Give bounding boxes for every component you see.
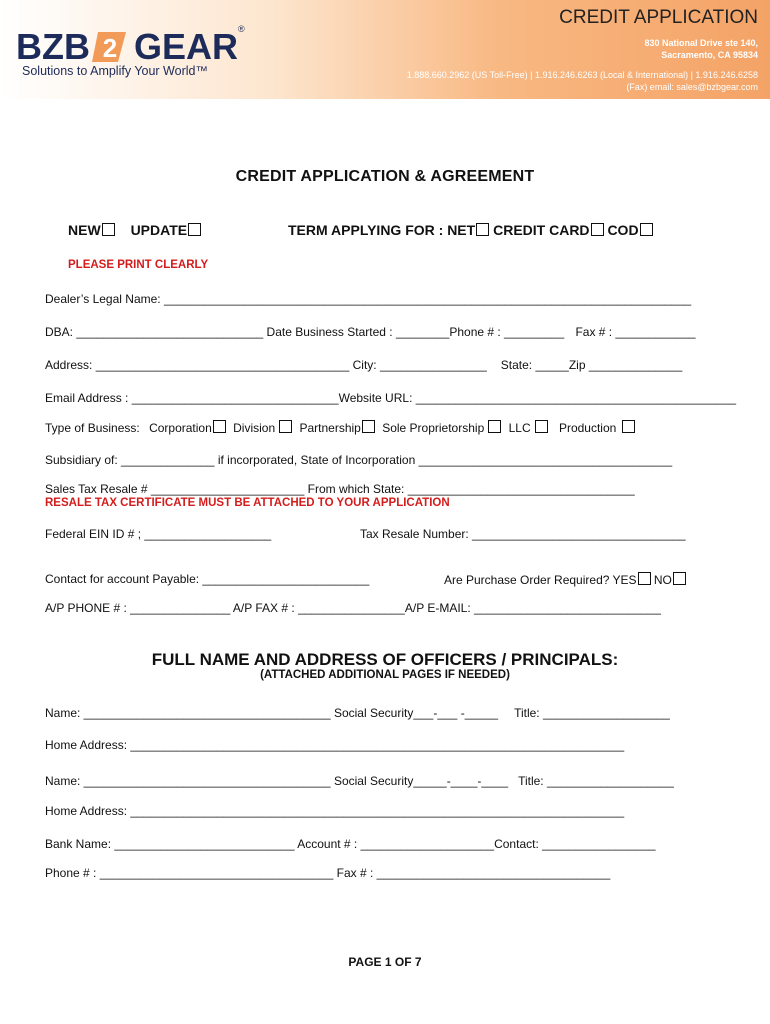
fax-field[interactable]: Fax # : ____________ — [575, 325, 696, 339]
yes-checkbox[interactable] — [638, 572, 651, 585]
term-label: TERM APPLYING FOR : NET — [288, 222, 476, 238]
llc-label: LLC — [508, 421, 531, 435]
cod-label: COD — [607, 222, 639, 238]
officer-2-row — [45, 774, 674, 788]
incorporation-state-field[interactable]: if incorporated, State of Incorporation ______________________________________ — [217, 453, 673, 467]
officer-2-home-field[interactable]: Home Address: __________________________________________________________________________ — [45, 804, 625, 818]
address-line-2: Sacramento, CA 95834 — [661, 50, 758, 60]
zip-field[interactable]: Zip ______________ — [568, 358, 683, 372]
application-type-row — [68, 222, 201, 238]
header-title: CREDIT APPLICATION — [559, 7, 758, 28]
po-required-row — [444, 572, 686, 587]
phone-line: 1.888.660.2962 (US Toll-Free) | 1.916.246.6263 (Local & International) | 1.916.246.6258 — [406, 70, 758, 80]
tax-resale-number-field[interactable]: Tax Resale Number: ________________________________ — [360, 527, 686, 541]
llc-checkbox[interactable] — [535, 420, 548, 433]
officer-1-title-field[interactable]: Title: ___________________ — [514, 706, 670, 720]
company-logo — [16, 24, 245, 68]
date-started-field[interactable]: Date Business Started : ________ — [266, 325, 450, 339]
officer-1-name-field[interactable]: Name: _____________________________________ — [45, 706, 334, 720]
cod-checkbox[interactable] — [640, 223, 653, 236]
officer-2-title-field[interactable]: Title: ___________________ — [518, 774, 674, 788]
email-field[interactable]: Email Address : _______________________________ — [45, 391, 339, 405]
sole-proprietorship-label: Sole Proprietorship — [382, 421, 485, 435]
business-type-row — [45, 420, 635, 435]
officer-2-ssn-field[interactable]: Social Security_____-____-____ — [333, 774, 509, 788]
partnership-checkbox[interactable] — [362, 420, 375, 433]
phone-field[interactable]: Phone # : _________ — [449, 325, 568, 339]
email-line: (Fax) email: sales@bzbgear.com — [626, 82, 758, 92]
ap-email-field[interactable]: A/P E-MAIL: ____________________________ — [404, 601, 661, 615]
no-label: NO — [653, 573, 672, 587]
bank-phone-field[interactable]: Phone # : ___________________________________ — [45, 866, 337, 880]
ap-row — [45, 601, 661, 615]
logo-2-icon — [92, 30, 132, 64]
tagline: Solutions to Amplify Your World™ — [22, 64, 208, 78]
net-checkbox[interactable] — [476, 223, 489, 236]
city-field[interactable]: City: ________________ — [352, 358, 487, 372]
svg-text:2: 2 — [102, 33, 118, 64]
please-print-note: PLEASE PRINT CLEARLY — [68, 259, 209, 271]
bank-row — [45, 837, 656, 851]
officer-1-row — [45, 706, 670, 720]
business-type-label: Type of Business: — [45, 421, 140, 435]
division-checkbox[interactable] — [279, 420, 292, 433]
contact-field[interactable]: Contact: _________________ — [494, 837, 656, 851]
new-label: NEW — [68, 222, 101, 238]
company-contact — [407, 69, 758, 93]
dealer-name-field[interactable]: Dealer’s Legal Name: _______________________________________________________________________________ — [45, 292, 692, 306]
address-field[interactable]: Address: ______________________________________ — [45, 358, 353, 372]
website-field[interactable]: Website URL: ________________________________________________ — [338, 391, 737, 405]
credit-card-label: CREDIT CARD — [493, 222, 590, 238]
subsidiary-row — [45, 453, 672, 467]
sole-proprietorship-checkbox[interactable] — [488, 420, 501, 433]
credit-card-checkbox[interactable] — [591, 223, 604, 236]
officer-1-ssn-field[interactable]: Social Security___-___ -_____ — [333, 706, 499, 720]
logo-left-text: BZB — [16, 26, 90, 68]
address-line-1: 830 National Drive ste 140, — [644, 38, 758, 48]
logo-right-text: GEAR — [134, 26, 239, 68]
document-title: CREDIT APPLICATION & AGREEMENT — [235, 168, 535, 185]
ap-phone-field[interactable]: A/P PHONE # : _______________ — [45, 601, 233, 615]
sales-tax-field[interactable]: Sales Tax Resale # _______________________ — [45, 482, 308, 496]
production-checkbox[interactable] — [622, 420, 635, 433]
subsidiary-field[interactable]: Subsidiary of: ______________ — [45, 453, 218, 467]
ein-row — [45, 527, 271, 541]
po-required-label: Are Purchase Order Required? YES — [444, 573, 637, 587]
from-state-field[interactable]: From which State: __________________________________ — [307, 482, 635, 496]
bank-name-field[interactable]: Bank Name: ___________________________ — [45, 837, 298, 851]
contact-web-row — [45, 391, 736, 405]
officer-1-home-field[interactable]: Home Address: __________________________________________________________________________ — [45, 738, 625, 752]
page-number: PAGE 1 OF 7 — [348, 955, 422, 969]
resale-warning: RESALE TAX CERTIFICATE MUST BE ATTACHED TO YOUR APPLICATION — [45, 497, 450, 509]
division-label: Division — [233, 421, 276, 435]
officers-section-title: FULL NAME AND ADDRESS OF OFFICERS / PRINCIPALS: — [151, 650, 619, 669]
address-row — [45, 358, 682, 372]
bank-fax-field[interactable]: Fax # : ___________________________________ — [336, 866, 611, 880]
partnership-label: Partnership — [299, 421, 361, 435]
officer-2-name-field[interactable]: Name: _____________________________________ — [45, 774, 334, 788]
no-checkbox[interactable] — [673, 572, 686, 585]
corporation-checkbox[interactable] — [213, 420, 226, 433]
corporation-label: Corporation — [149, 421, 212, 435]
dba-field[interactable]: DBA: ____________________________ — [45, 325, 267, 339]
header-banner — [0, 0, 770, 99]
update-label: UPDATE — [130, 222, 188, 238]
account-field[interactable]: Account # : ____________________ — [297, 837, 495, 851]
update-checkbox[interactable] — [188, 223, 201, 236]
business-info-row — [45, 325, 696, 339]
bank-phone-row — [45, 866, 610, 880]
company-address — [644, 37, 758, 61]
federal-ein-field[interactable]: Federal EIN ID # ; ___________________ — [45, 527, 272, 541]
officers-section-subtitle: (ATTACHED ADDITIONAL PAGES IF NEEDED) — [260, 669, 510, 681]
contact-payable-field[interactable]: Contact for account Payable: _________________________ — [45, 572, 370, 586]
registered-mark: ® — [238, 24, 245, 34]
state-field[interactable]: State: _____ — [500, 358, 569, 372]
new-checkbox[interactable] — [102, 223, 115, 236]
production-label: Production — [558, 421, 617, 435]
ap-fax-field[interactable]: A/P FAX # : ________________ — [232, 601, 405, 615]
term-row — [288, 222, 653, 238]
sales-tax-row — [45, 482, 635, 496]
